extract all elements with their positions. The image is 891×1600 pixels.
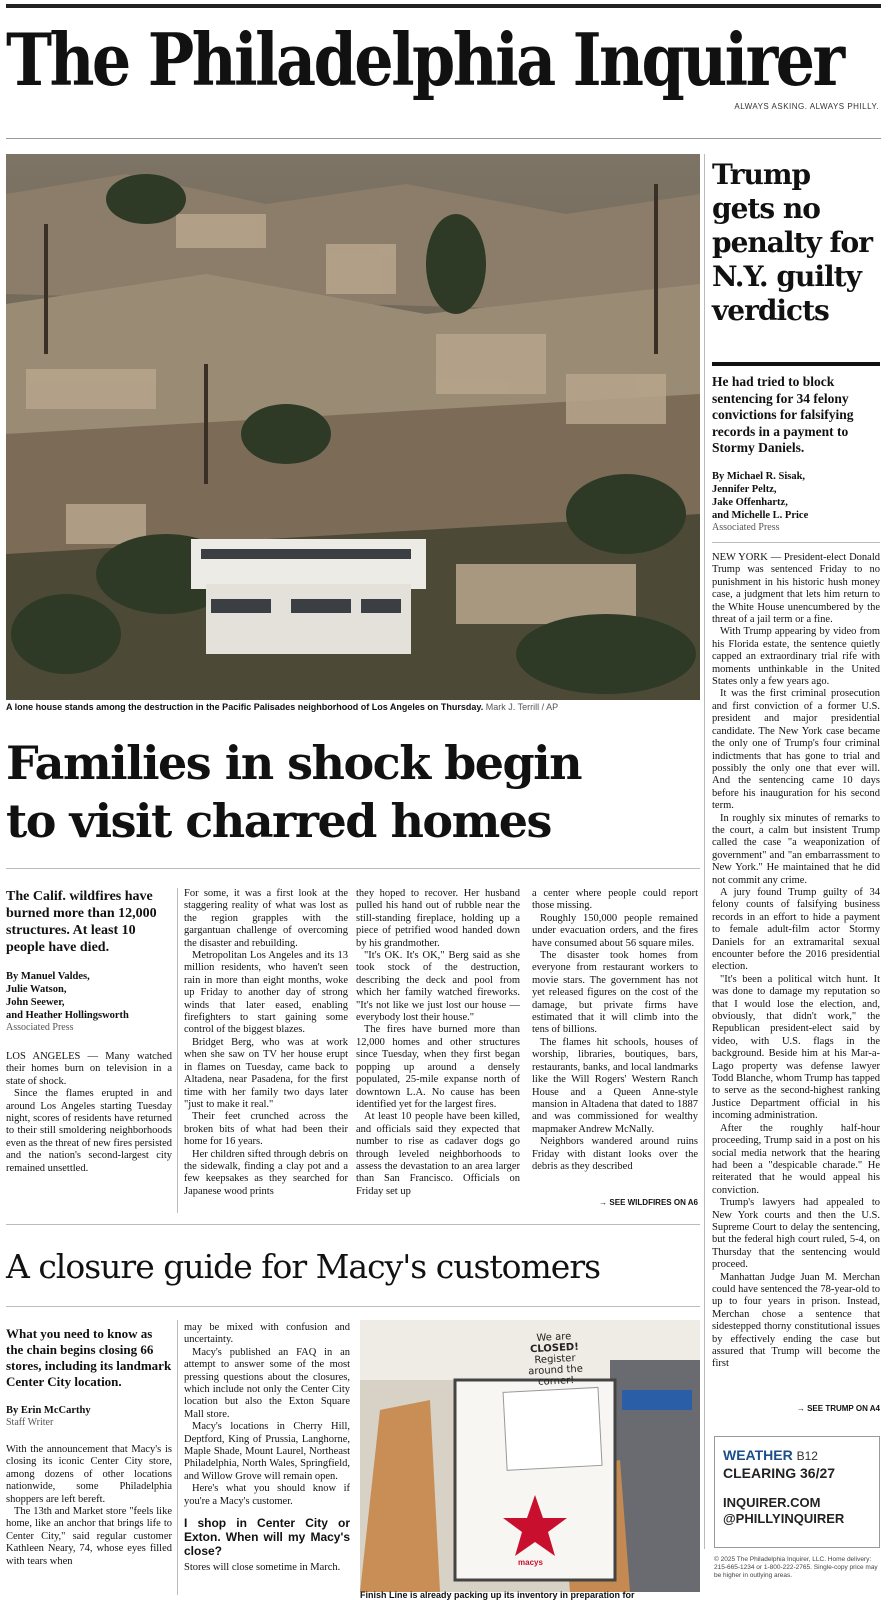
paragraph: "It's OK. It's OK," Berg said as she took stock of the destruction, describing the deck and pool from which her family watched fireworks. "It's not like we just lost our house — everybody lost their house." — [356, 950, 520, 1024]
masthead-tagline: ALWAYS ASKING. ALWAYS PHILLY. — [734, 102, 879, 111]
paragraph: The disaster took homes from everyone from restaurant workers to movie stars. The government has not yet released figures on the cost of the damage, but private firms have estimated that it will climb into the tens of billions. — [532, 950, 698, 1036]
paragraph: Stores will close sometime in March. — [184, 1562, 341, 1574]
paragraph: may be mixed with confusion and uncertainty. — [184, 1322, 350, 1346]
byline-name: John Seewer, — [6, 997, 65, 1008]
paragraph: Here's what you should know if you're a Macy's customer. — [184, 1483, 350, 1507]
macys-deck: What you need to know as the chain begins closing 66 stores, including its landmark Center City location. — [6, 1326, 172, 1389]
macys-headline[interactable]: A closure guide for Macy's customers — [6, 1247, 601, 1286]
wildfire-byline-org: Associated Press — [6, 1022, 74, 1033]
copyright-notice: © 2025 The Philadelphia Inquirer, LLC. Home delivery: 215-665-1234 or 1-800-222-2765. Single-copy price may be higher in outlying areas. — [714, 1556, 878, 1579]
paragraph: After the roughly half-hour proceeding, Trump said in a post on his social media network that the hearing had been a "despicable charade." He reiterated that he would appeal his conviction. — [712, 1122, 880, 1196]
paragraph: a center where people could report those missing. — [532, 888, 698, 912]
headline-line-2: to visit charred homes — [6, 794, 551, 848]
macys-photo-caption: Finish Line is already packing up its inventory in preparation for — [360, 1590, 635, 1600]
wildfire-deck: The Calif. wildfires have burned more than 12,000 structures. At least 10 people have died. — [6, 889, 157, 955]
wildfire-body-col-2 — [184, 888, 348, 1198]
social-handle[interactable]: @PHILLYINQUIRER — [723, 1511, 845, 1526]
paragraph: "It's been a political witch hunt. It was done to damage my reputation so that I would lose the election, and, obviously, that didn't work," the Republican president-elect said by video, with U.S. flags in the background. Beside him at his Mar-a-Lago property was defense lawyer Todd Blanche, whom Trump has tapped to serve as the second-highest ranking Justice Department official in his incoming administration. — [712, 973, 880, 1122]
trump-deck-rule — [712, 362, 880, 366]
macys-col-1 — [6, 1326, 172, 1568]
paragraph: Her children sifted through debris on the sidewalk, finding a clay pot and a few keepsakes as they searched for Japanese wood prints — [184, 1148, 348, 1197]
masthead-title[interactable]: The Philadelphia Inquirer — [6, 17, 843, 102]
paragraph: Bridget Berg, who was at work when she saw on TV her house erupt in flames on Tuesday, came back to Altadena, near Pasadena, for the first time with her family two days later "just to make it real." — [184, 1036, 348, 1110]
wildfire-body-col-3 — [356, 888, 520, 1198]
trump-byline — [712, 470, 880, 533]
lead-photo-wildfire-ruins[interactable] — [6, 154, 700, 700]
sign-line: corner! — [537, 1375, 575, 1388]
paragraph: In roughly six minutes of remarks to the court, a calm but insistent Trump called the case "a weaponization of government" and "an embarrassment to New York." He maintained that he did not commit any crime. — [712, 812, 880, 886]
weather-label: WEATHER — [723, 1447, 793, 1463]
byline-name: and Michelle L. Price — [712, 510, 809, 521]
weather-box[interactable] — [714, 1436, 880, 1548]
weather-forecast: CLEARING 36/27 — [723, 1465, 836, 1481]
macys-body-col-1 — [6, 1444, 172, 1568]
sign-line: Register — [534, 1352, 576, 1367]
macys-store-photo[interactable] — [360, 1320, 700, 1592]
weather-page: B12 — [796, 1449, 818, 1463]
trump-jump-link[interactable]: → SEE TRUMP ON A4 — [796, 1404, 880, 1413]
paragraph: At least 10 people have been killed, and officials said they expected that number to rise as cadaver dogs go through leveled neighborhoods to assess the devastation to an area larger than San Francisco. Officials on Friday set up — [356, 1111, 520, 1197]
paragraph: Macy's published an FAQ in an attempt to answer some of the most pressing questions about the closures, which include not only the Center City location but also the Exton Square Mall store. — [184, 1346, 350, 1420]
section-divider — [6, 868, 700, 869]
paragraph: Roughly 150,000 people remained under evacuation orders, and the fires have consumed about 56 square miles. — [532, 912, 698, 949]
paragraph: Macy's locations in Cherry Hill, Deptford, King of Prussia, Langhorne, Maple Shade, Mount Laurel, Northeast Philadelphia, North Wales, Springfield, and Willow Grove will remain open. — [184, 1421, 350, 1482]
trump-divider — [712, 542, 880, 543]
paragraph: It was the first criminal prosecution and first conviction of a former U.S. president and major presidential candidate. The New York case became the only one of Trump's four criminal indictments that has gone to trial and possibly the only one that ever will. And the sentencing came 10 days before his inauguration for his second term. — [712, 688, 880, 812]
paragraph: Metropolitan Los Angeles and its 13 million residents, who haven't seen rain in more than eight months, woke up Friday to another day of strong winds that later eased, enabling firefighters to start gaining some control of the biggest blazes. — [184, 950, 348, 1036]
top-rule — [6, 4, 881, 8]
byline-name: By Michael R. Sisak, — [712, 471, 806, 482]
paragraph: they hoped to recover. Her husband pulled his hand out of rubble near the still-standing fireplace, holding up a piece of petrified wood handed down by his grandmother. — [356, 888, 520, 949]
byline-name: Jennifer Peltz, — [712, 484, 777, 495]
byline-name: and Heather Hollingsworth — [6, 1010, 129, 1021]
byline-name: By Manuel Valdes, — [6, 971, 90, 982]
paragraph: A jury found Trump guilty of 34 felony counts of falsifying business records in an effort to hide a payment to female adult-film actor Stormy Daniels for an extramarital sexual encounter before the 2016 presidential election. — [712, 886, 880, 973]
right-column-rule — [704, 154, 705, 1549]
macys-body-col-2 — [184, 1322, 350, 1575]
handwritten-sign — [509, 1330, 602, 1390]
lead-photo-caption — [6, 702, 700, 712]
weather-label-row — [723, 1447, 871, 1463]
paragraph: Their feet crunched across the broken bits of what had been their home for 16 years. — [184, 1111, 348, 1148]
byline-name: Jake Offenhartz, — [712, 497, 788, 508]
paragraph: For some, it was a first look at the staggering reality of what was lost as the region grapples with the gargantuan challenge of overcoming the disaster and rebuilding. — [184, 888, 348, 949]
wildfire-col-1 — [6, 888, 172, 1175]
macys-top-divider — [6, 1224, 700, 1225]
caption-text: A lone house stands among the destruction in the Pacific Palisades neighborhood of Los Angeles on Thursday. — [6, 702, 484, 712]
paragraph: Manhattan Judge Juan M. Merchan could have sentenced the 78-year-old to up to four years in prison. Instead, Merchan chose a sentence that sidestepped thorny constitutional issues by effectively ending the case but assured that Trump will become the first — [712, 1271, 880, 1370]
wildfire-headline[interactable] — [6, 734, 700, 850]
wildfire-jump-link[interactable]: → SEE WILDFIRES ON A6 — [599, 1198, 698, 1207]
paragraph: Since the flames erupted in and around Los Angeles starting Tuesday night, scores of residents have returned to their still smoldering neighborhoods even as the threat of new fires persisted and the nation's second-largest city remained unsettled. — [6, 1088, 172, 1174]
masthead-rule — [6, 138, 881, 139]
macys-divider — [6, 1306, 700, 1307]
byline-name: Julie Watson, — [6, 984, 67, 995]
paragraph: The 13th and Market store "feels like home, like an anchor that brings life to Center City," said regular customer Kathleen Neary, 74, whose eyes filled with tears when — [6, 1506, 172, 1567]
column-rule — [177, 1320, 178, 1595]
wildfire-body-col-4 — [532, 888, 698, 1173]
lead-photo-illustration — [6, 154, 700, 700]
trump-headline[interactable]: Trump gets no penalty for N.Y. guilty verdicts — [712, 158, 872, 327]
wildfire-byline — [6, 970, 172, 1022]
paragraph: Neighbors wandered around ruins Friday with distant looks over the debris as they described — [532, 1136, 698, 1172]
sign-line: around the — [527, 1363, 584, 1378]
trump-byline-org: Associated Press — [712, 522, 780, 533]
trump-deck: He had tried to block sentencing for 34 felony convictions for falsifying records in a payment to Stormy Daniels. — [712, 374, 854, 455]
paragraph: With the announcement that Macy's is closing its iconic Center City store, among dozens of other locations nationwide, some Philadelphia shoppers are left bereft. — [6, 1444, 172, 1505]
paragraph: The fires have burned more than 12,000 homes and other structures since Tuesday, when they first began popping up around a densely populated, 25-mile expanse north of downtown L.A. No cause has been identified yet for the largest fires. — [356, 1024, 520, 1110]
macys-byline-org: Staff Writer — [6, 1417, 54, 1428]
macys-subhead: I shop in Center City or Exton. When will my Macy's close? — [184, 1516, 350, 1559]
paragraph: With Trump appearing by video from his Florida estate, the sentence quietly capped an extraordinary trial rife with moments unthinkable in the United States only a few years ago. — [712, 626, 880, 688]
site-url[interactable]: INQUIRER.COM — [723, 1495, 821, 1510]
headline-line-1: Families in shock begin — [6, 736, 582, 790]
wildfire-body-col-1 — [6, 1051, 172, 1175]
paragraph: The flames hit schools, houses of worship, libraries, boutiques, bars, restaurants, banks, and local landmarks like the Will Rogers' Western Ranch House and a Queen Anne-style mansion in Altadena that dated to 1887 and was commissioned for wealthy mapmaker Andrew McNally. — [532, 1036, 698, 1135]
sign-line: CLOSED! — [529, 1341, 580, 1356]
paragraph: Trump's lawyers had appealed to New York courts and then the U.S. Supreme Court to delay the sentencing, but the federal high court ruled, 5-4, on Thursday that the sentencing would proceed. — [712, 1197, 880, 1271]
sign-line: We are — [536, 1331, 572, 1344]
paragraph: LOS ANGELES — Many watched their homes burn on television in a state of shock. — [6, 1051, 172, 1087]
paragraph: NEW YORK — President-elect Donald Trump was sentenced Friday to no punishment in his historic hush money case, a judgment that lets him return to the White House unencumbered by the threat of a jail term or a fine. — [712, 552, 880, 626]
photo-credit: Mark J. Terrill / AP — [485, 702, 559, 712]
trump-body — [712, 552, 880, 1388]
macys-byline: By Erin McCarthy — [6, 1405, 91, 1416]
macys-logo-text: macys — [518, 1558, 543, 1567]
column-rule — [177, 888, 178, 1213]
